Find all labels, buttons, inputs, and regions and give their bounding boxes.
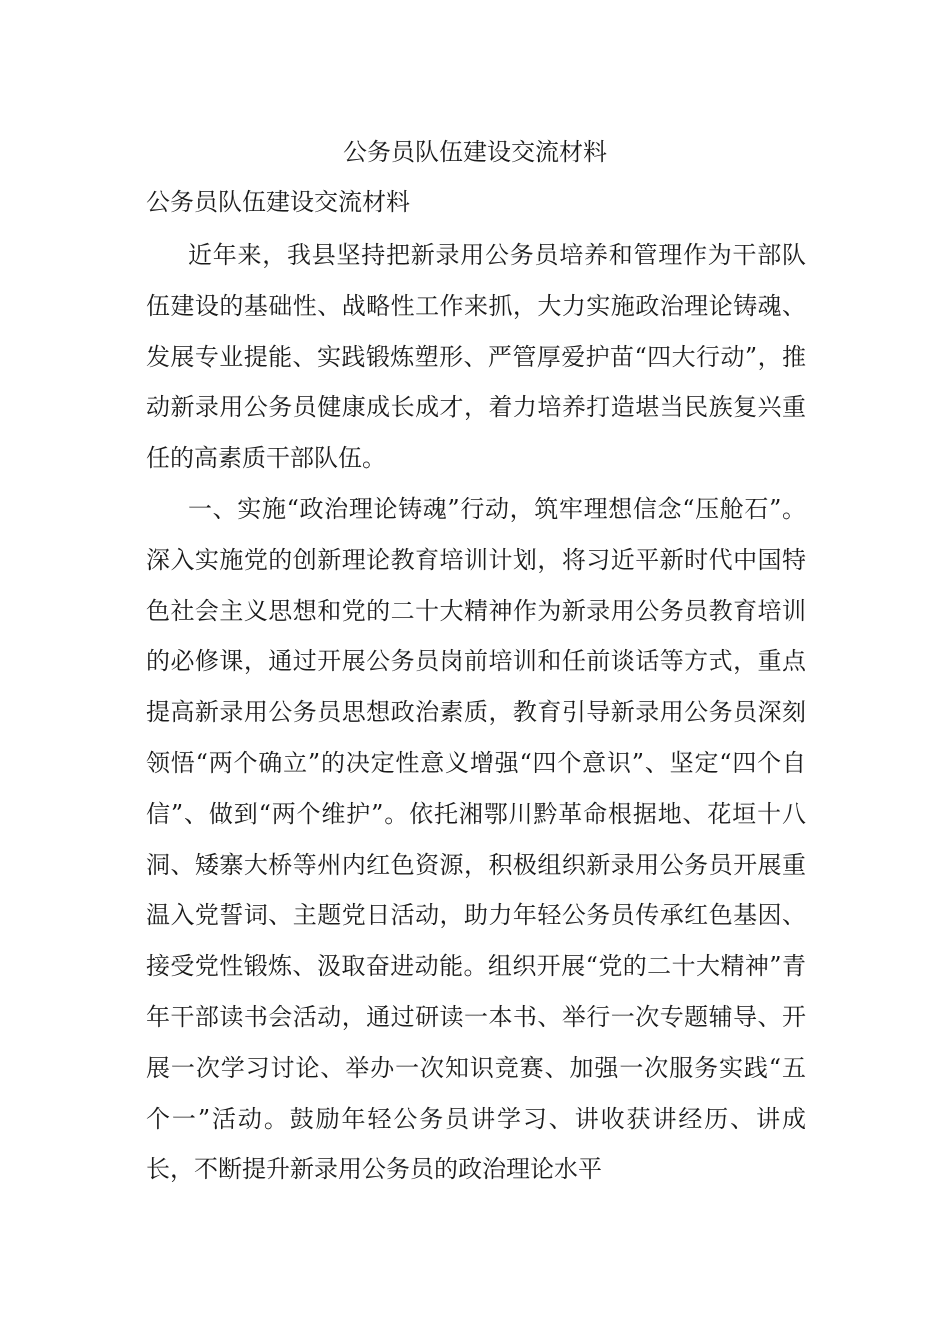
body-paragraph-section-one: 一、实施“政治理论铸魂”行动，筑牢理想信念“压舱石”。深入实施党的创新理论教育培训计划，将习近平新时代中国特色社会主义思想和党的二十大精神作为新录用公务员教育培训的必修课，通过开展公务员岗前培训和任前谈话等方式，重点提高新录用公务员思想政治素质，教育引导新录用公务员深刻领悟“两个确立”的决定性意义增强“四个意识”、坚定“四个自信”、做到“两个维护”。依托湘鄂川黔革命根据地、花垣十八洞、矮寨大桥等州内红色资源，积极组织新录用公务员开展重温入党誓词、主题党日活动，助力年轻公务员传承红色基因、接受党性锻炼、汲取奋进动能。组织开展“党的二十大精神”青年干部读书会活动，通过研读一本书、举行一次专题辅导、开展一次学习讨论、举办一次知识竞赛、加强一次服务实践“五个一”活动。鼓励年轻公务员讲学习、讲收获讲经历、讲成长，不断提升新录用公务员的政治理论水平 <box>146 495 806 1184</box>
document-subtitle: 公务员队伍建设交流材料 <box>146 188 410 216</box>
body-paragraph-intro: 近年来，我县坚持把新录用公务员培养和管理作为干部队伍建设的基础性、战略性工作来抓，大力实施政治理论铸魂、发展专业提能、实践锻炼塑形、严管厚爱护苗“四大行动”，推动新录用公务员健康成长成才，着力培养打造堪当民族复兴重任的高素质干部队伍。 <box>146 241 806 473</box>
document-title: 公务员队伍建设交流材料 <box>343 138 607 166</box>
